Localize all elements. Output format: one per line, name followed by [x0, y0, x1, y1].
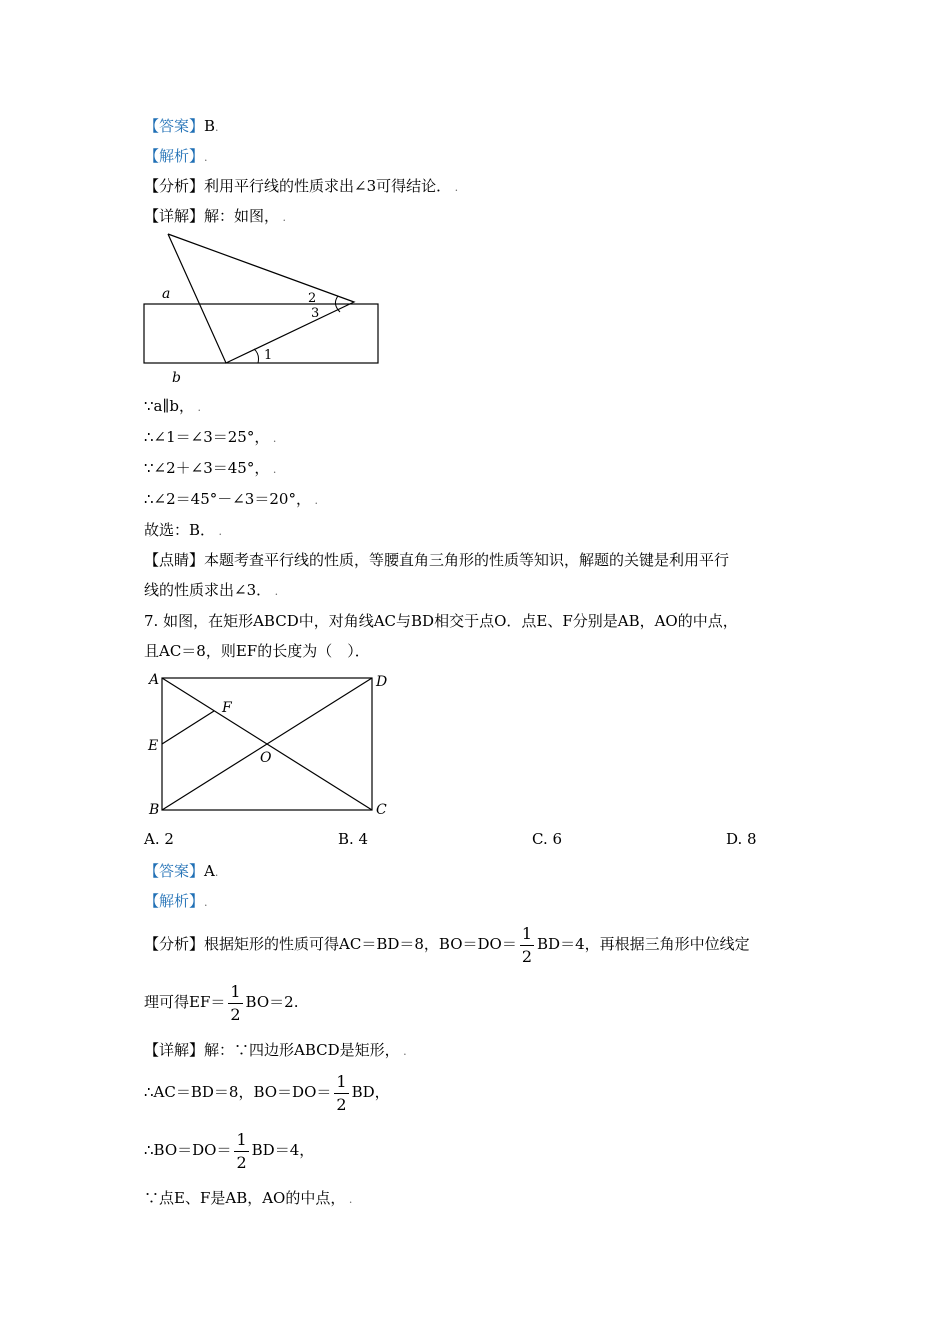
answer-value: B [204, 117, 216, 135]
option-d: D. 8 [726, 830, 757, 848]
xiangjie-text: 解：如图， [204, 207, 280, 225]
step-4: ∴∠2＝45°－∠3＝20°， . [144, 490, 318, 508]
analysis-tag: 【解析】 [144, 147, 205, 165]
dianjing-line-2: 线的性质求出∠3． . [144, 581, 279, 599]
triangle [168, 234, 354, 363]
answer-line-1: 【答案】B. [144, 117, 219, 135]
strip-rect [144, 304, 378, 363]
angle-arc-1 [254, 349, 259, 363]
q7-step-1: ∴AC＝BD＝8，BO＝DO＝ $\frac{1}{2}$ BD， [144, 1071, 390, 1114]
fraction-half: $\frac{1}{2}$ [230, 981, 241, 1024]
label-A: A [149, 672, 160, 688]
analysis-tag-2: 【解析】 [144, 892, 205, 910]
step-1: ∵a∥b， . [144, 397, 202, 415]
xiangjie-tag-2: 【详解】 [144, 1041, 205, 1059]
xiangjie-line-1: 【详解】解：如图， . [144, 207, 287, 225]
dianjing-line-1: 【点睛】本题考查平行线的性质，等腰直角三角形的性质等知识，解题的关键是利用平行 [144, 551, 730, 569]
fraction-half: $\frac{1}{2}$ [336, 1071, 347, 1114]
answer-value-2: A [204, 862, 215, 880]
step-2: ∴∠1＝∠3＝25°， . [144, 428, 277, 446]
label-C: C [376, 802, 387, 818]
label-3: 3 [311, 306, 320, 321]
answer-tag-2: 【答案】 [144, 862, 205, 880]
rectangle-figure [140, 666, 402, 822]
label-1: 1 [264, 348, 273, 363]
label-b: b [172, 370, 181, 386]
fraction-half: $\frac{1}{2}$ [521, 923, 533, 966]
label-B: B [149, 802, 160, 818]
segment-ef [162, 711, 214, 744]
xiangjie-tag: 【详解】 [144, 207, 205, 225]
fenxi-line-3: 理可得EF＝ $\frac{1}{2}$ BO＝2. [144, 981, 299, 1024]
label-D: D [376, 674, 388, 690]
q7-stem-2: 且AC＝8，则EF的长度为（ ）． [144, 642, 370, 660]
option-a: A. 2 [144, 830, 174, 848]
answer-line-2: 【答案】A. [144, 862, 219, 880]
label-E: E [148, 738, 159, 754]
fenxi-tag-2: 【分析】 [144, 935, 205, 953]
fraction-half: $\frac{1}{2}$ [236, 1129, 247, 1172]
option-b: B. 4 [338, 830, 369, 848]
label-2: 2 [308, 291, 317, 306]
fenxi-tag: 【分析】 [144, 177, 205, 195]
label-O: O [260, 750, 272, 766]
choose-line: 故选：B． . [144, 521, 223, 539]
parallel-lines-figure [140, 228, 400, 388]
fenxi-text: 利用平行线的性质求出∠3可得结论． [204, 177, 452, 195]
label-a: a [162, 286, 171, 302]
option-c: C. 6 [532, 830, 563, 848]
xiangjie-line-2: 【详解】解：∵四边形ABCD是矩形， . [144, 1041, 407, 1059]
analysis-line-2: 【解析】. [144, 892, 208, 910]
q7-step-2: ∴BO＝DO＝ $\frac{1}{2}$ BD＝4， [144, 1129, 315, 1172]
dianjing-tag: 【点睛】 [144, 551, 205, 569]
label-F: F [222, 700, 232, 716]
q7-step-3: ∵点E、F是AB，AO的中点， . [144, 1189, 353, 1207]
analysis-line-1: 【解析】. [144, 147, 208, 165]
answer-tag: 【答案】 [144, 117, 205, 135]
fenxi-line-2: 【分析】根据矩形的性质可得AC＝BD＝8，BO＝DO＝ $\frac{1}{2}$ BD＝4，再根据三角形中位线定 [144, 923, 750, 966]
fenxi-line-1: 【分析】利用平行线的性质求出∠3可得结论． . [144, 177, 459, 195]
q7-stem-1: 7. 如图，在矩形ABCD中，对角线AC与BD相交于点O．点E、F分别是AB，AO的中点， [144, 612, 738, 630]
step-3: ∵∠2＋∠3＝45°， . [144, 459, 277, 477]
